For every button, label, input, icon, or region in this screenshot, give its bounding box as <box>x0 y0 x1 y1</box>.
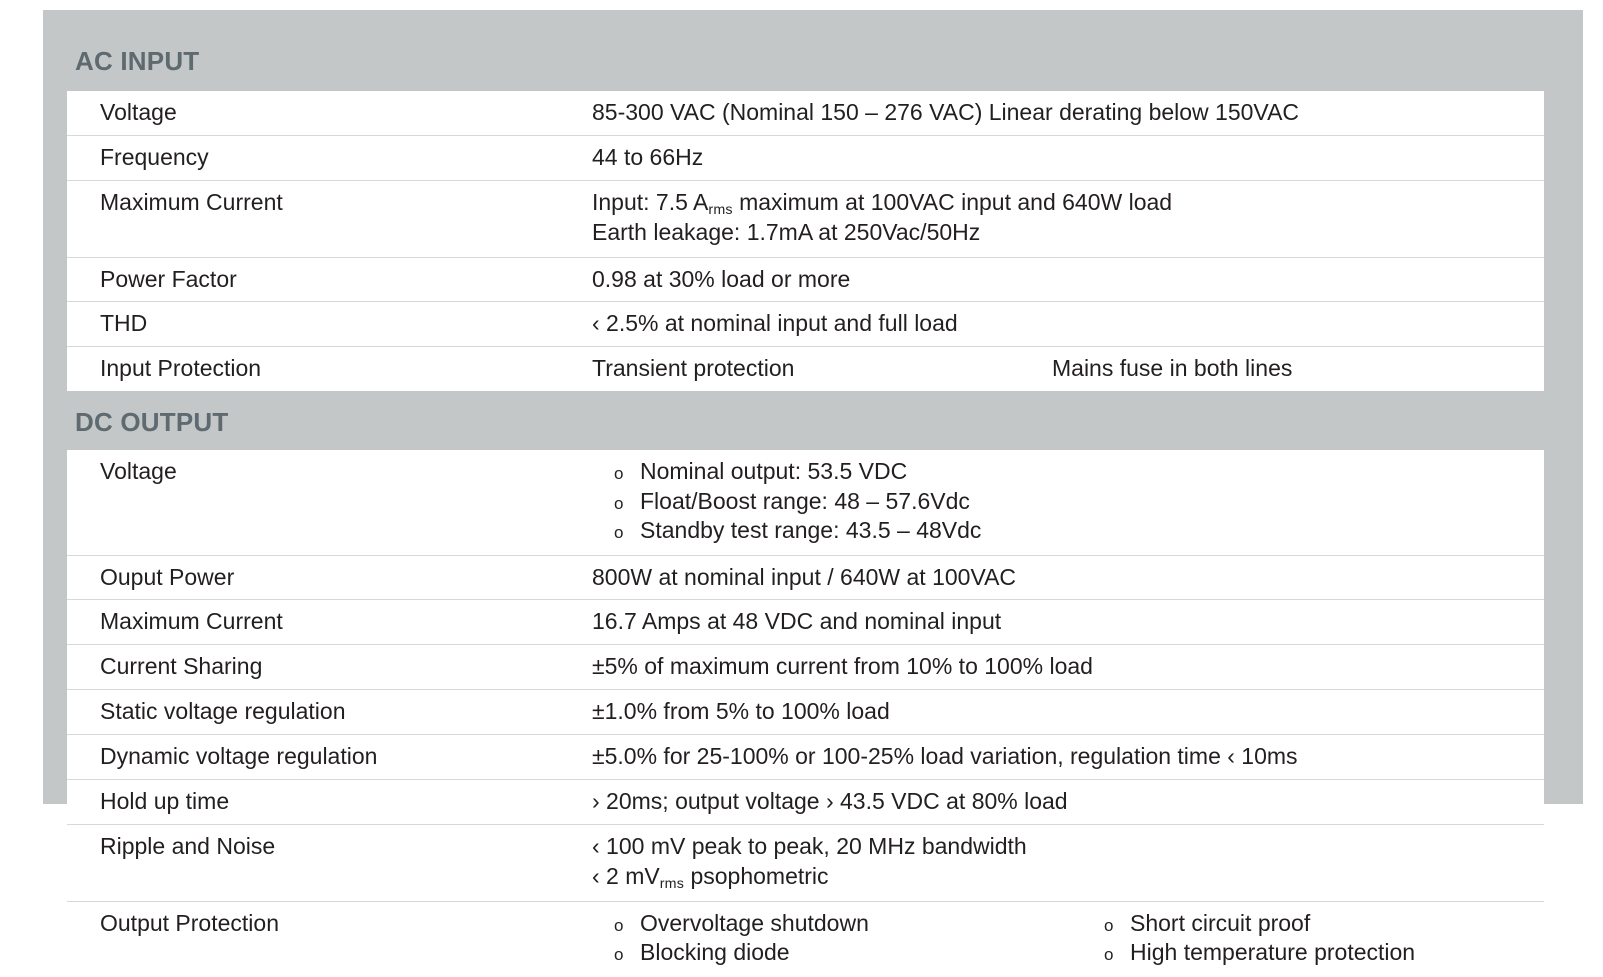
table-row <box>67 258 1544 303</box>
spec-value <box>592 258 1544 302</box>
spec-label: Power Factor <box>100 265 237 292</box>
spec-value <box>592 450 1544 554</box>
spec-label: Hold up time <box>100 788 230 814</box>
list-item <box>592 457 1536 486</box>
spec-value-column-b: Mains fuse in both lines <box>1052 355 1293 382</box>
spec-label: Voltage <box>100 458 177 485</box>
page-content <box>43 10 1583 966</box>
table-row <box>67 780 1544 825</box>
spec-value-line: 800W at nominal input / 640W at 100VAC <box>592 563 1017 590</box>
circle-bullet-icon: o <box>1104 915 1114 935</box>
list-item-label: Float/Boost range: 48 – 57.6Vdc <box>640 487 970 514</box>
bullet-list <box>592 457 1536 545</box>
spec-value-line: ±5.0% for 25-100% or 100-25% load variation, regulation time ‹ 10ms <box>592 743 1298 770</box>
list-item <box>1082 938 1536 967</box>
list-item <box>592 938 1082 967</box>
list-item <box>1082 909 1536 938</box>
table-row <box>67 902 1544 977</box>
table-row <box>67 600 1544 645</box>
circle-bullet-icon: o <box>1104 945 1114 965</box>
spec-value <box>592 136 1544 180</box>
table-row <box>67 735 1544 780</box>
section-heading-ac-input: AC INPUT <box>75 46 200 76</box>
spec-value <box>592 556 1544 600</box>
spec-value <box>592 91 1544 135</box>
list-item-label: High temperature protection <box>1130 939 1416 966</box>
spec-value <box>592 825 1544 901</box>
spec-label: Ouput Power <box>100 563 235 590</box>
table-row <box>67 302 1544 347</box>
spec-value <box>592 600 1544 644</box>
spec-value <box>592 347 1544 391</box>
spec-value <box>592 302 1544 346</box>
circle-bullet-icon: o <box>614 523 624 543</box>
spec-value-line: ‹ 2 $mV_{rms}$ psophometric <box>592 862 829 892</box>
table-row <box>67 690 1544 735</box>
table-row <box>67 556 1544 601</box>
spec-label: THD <box>100 310 148 337</box>
spec-value-line: 0.98 at 30% load or more <box>592 265 851 292</box>
spec-value-line: Input: 7.5 $A_{rms}$ maximum at 100VAC input and 640W load <box>592 188 1173 218</box>
circle-bullet-icon: o <box>614 915 624 935</box>
specs-table-ac-input <box>67 91 1544 391</box>
spec-value-line: 16.7 Amps at 48 VDC and nominal input <box>592 608 1002 635</box>
list-item <box>592 487 1536 516</box>
specs-table-dc-output <box>67 450 1544 976</box>
list-item <box>592 909 1082 938</box>
table-row <box>67 347 1544 391</box>
circle-bullet-icon: o <box>614 493 624 513</box>
spec-value-line: 44 to 66Hz <box>592 143 704 170</box>
spec-value <box>592 181 1544 257</box>
spec-value <box>592 902 1544 977</box>
spec-label: Voltage <box>100 99 177 125</box>
list-item-label: Blocking diode <box>640 939 790 966</box>
spec-value-line: ‹ 100 mV peak to peak, 20 MHz bandwidth <box>592 832 1027 859</box>
spec-value-column-a: Transient protection <box>592 355 795 382</box>
spec-label: Static voltage regulation <box>100 698 346 725</box>
table-row <box>67 91 1544 136</box>
spec-label: Input Protection <box>100 355 262 382</box>
table-row <box>67 450 1544 555</box>
table-row <box>67 136 1544 181</box>
spec-value-line: ±1.0% from 5% to 100% load <box>592 698 890 725</box>
list-item <box>592 516 1536 545</box>
spec-label: Maximum Current <box>100 608 283 635</box>
spec-value <box>592 690 1544 734</box>
spec-label: Current Sharing <box>100 653 263 680</box>
list-item-label: Overvoltage shutdown <box>640 909 869 936</box>
bullet-column-a <box>592 909 1082 968</box>
spec-value-line: › 20ms; output voltage › 43.5 VDC at 80% load <box>592 788 1068 814</box>
table-row <box>67 181 1544 258</box>
list-item-label: Standby test range: 43.5 – 48Vdc <box>640 517 982 544</box>
bullet-list <box>592 909 1536 968</box>
circle-bullet-icon: o <box>614 945 624 965</box>
spec-value-line: ‹ 2.5% at nominal input and full load <box>592 310 958 337</box>
table-row <box>67 645 1544 690</box>
table-row <box>67 825 1544 902</box>
section-heading-dc-output: DC OUTPUT <box>75 407 229 438</box>
spec-value <box>592 735 1544 779</box>
list-item-label: Short circuit proof <box>1130 909 1311 936</box>
spec-value-line: 85-300 VAC (Nominal 150 – 276 VAC) Linear derating below 150VAC <box>592 99 1300 125</box>
spec-value-line: ±5% of maximum current from 10% to 100% load <box>592 653 1093 680</box>
spec-label: Dynamic voltage regulation <box>100 743 378 770</box>
bullet-column-b <box>1082 909 1536 968</box>
circle-bullet-icon: o <box>614 464 624 484</box>
spec-label: Output Protection <box>100 909 279 936</box>
spec-value <box>592 645 1544 689</box>
spec-value <box>592 780 1544 824</box>
spec-label: Maximum Current <box>100 188 283 215</box>
spec-label: Ripple and Noise <box>100 832 276 859</box>
spec-label: Frequency <box>100 143 209 170</box>
list-item-label: Nominal output: 53.5 VDC <box>640 458 908 485</box>
spec-value-line: Earth leakage: 1.7mA at 250Vac/50Hz <box>592 218 981 245</box>
